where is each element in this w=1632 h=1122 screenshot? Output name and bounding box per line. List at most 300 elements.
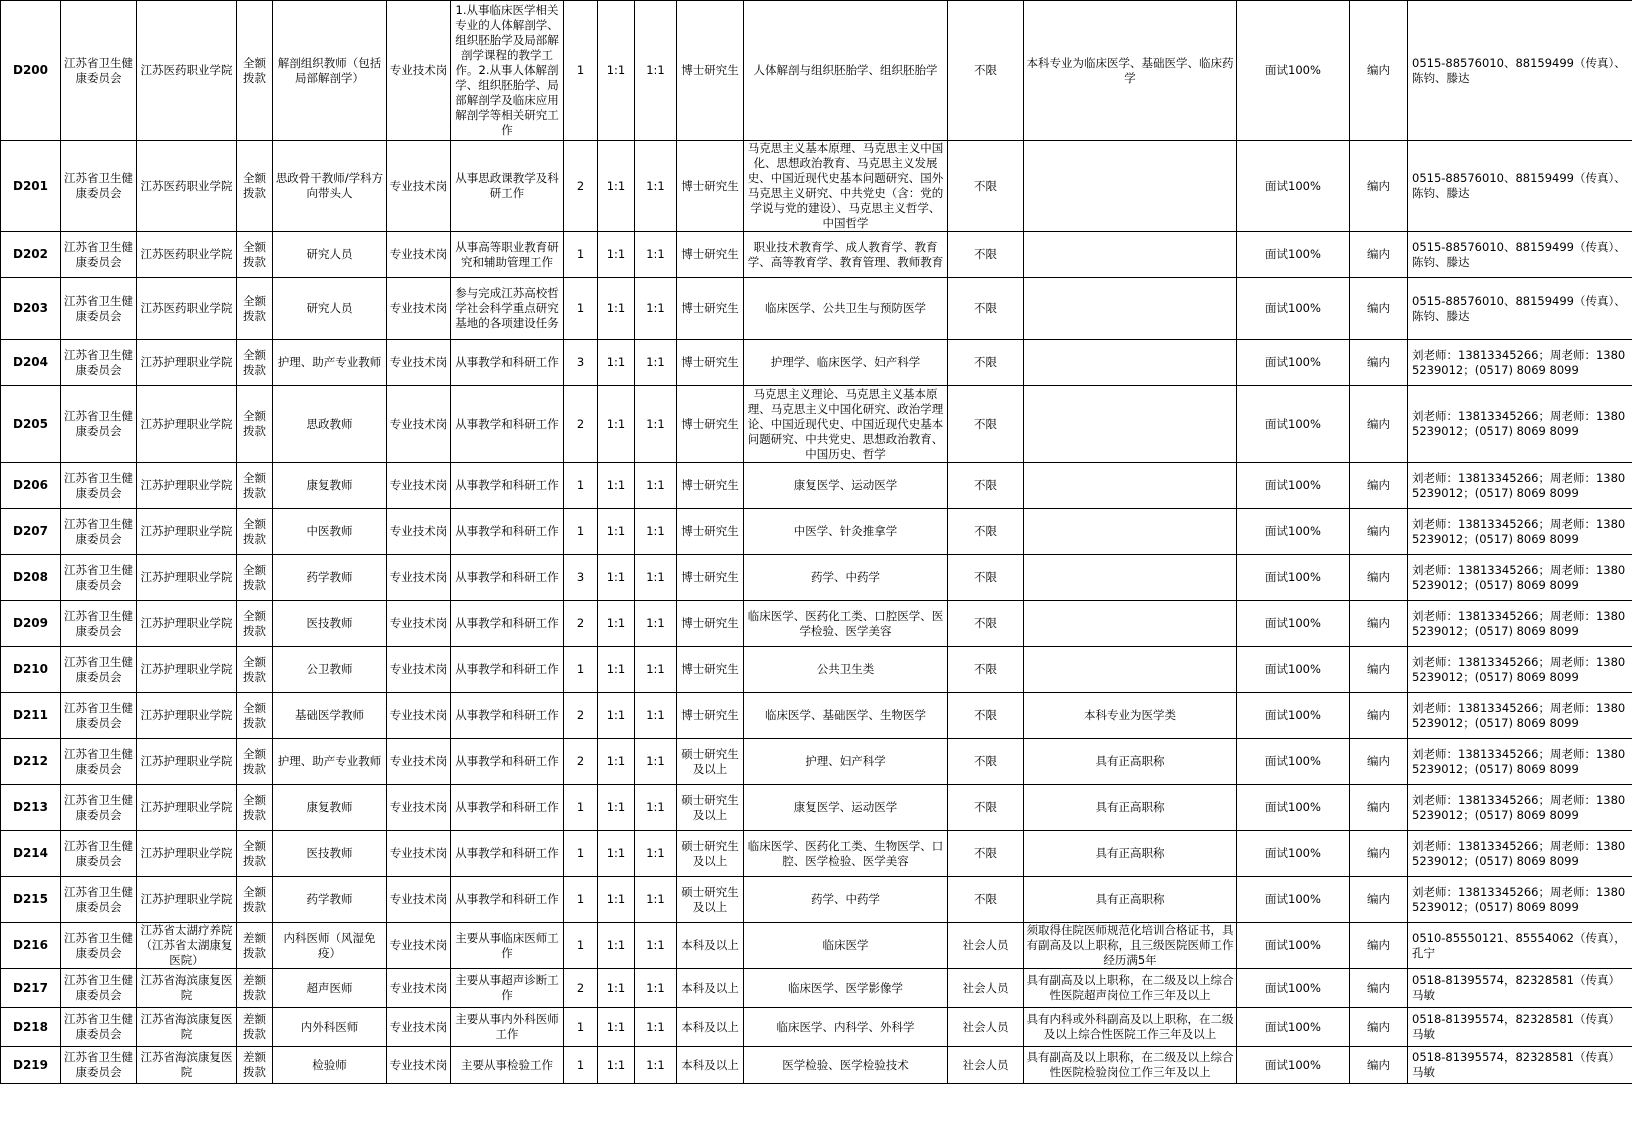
education-cell[interactable]: 本科及以上 bbox=[677, 1047, 744, 1084]
employer-cell[interactable]: 江苏省海滨康复医院 bbox=[137, 1008, 237, 1047]
department-cell[interactable]: 江苏省卫生健康委员会 bbox=[61, 831, 137, 877]
post-name-cell[interactable]: 康复教师 bbox=[273, 785, 387, 831]
employer-cell[interactable]: 江苏医药职业学院 bbox=[137, 278, 237, 340]
hire-count-cell[interactable]: 1 bbox=[564, 785, 598, 831]
major-cell[interactable]: 康复医学、运动医学 bbox=[744, 463, 948, 509]
contact-cell[interactable]: 刘老师：13813345266；周老师：13805239012；(0517) 8069 8099 bbox=[1408, 463, 1632, 509]
ratio-cell-2[interactable]: 1:1 bbox=[635, 877, 677, 923]
post-category-cell[interactable]: 专业技术岗 bbox=[387, 141, 451, 232]
duties-cell[interactable]: 主要从事临床医师工作 bbox=[451, 923, 564, 969]
education-cell[interactable]: 本科及以上 bbox=[677, 1008, 744, 1047]
exam-method-cell[interactable]: 面试100% bbox=[1237, 739, 1350, 785]
education-cell[interactable]: 硕士研究生及以上 bbox=[677, 831, 744, 877]
major-cell[interactable]: 临床医学、医药化工类、口腔医学、医学检验、医学美容 bbox=[744, 601, 948, 647]
major-cell[interactable]: 临床医学、医药化工类、生物医学、口腔、医学检验、医学美容 bbox=[744, 831, 948, 877]
duties-cell[interactable]: 从事教学和科研工作 bbox=[451, 877, 564, 923]
staffing-type-cell[interactable]: 编内 bbox=[1350, 831, 1408, 877]
hire-count-cell[interactable]: 1 bbox=[564, 877, 598, 923]
hire-count-cell[interactable]: 3 bbox=[564, 340, 598, 386]
other-requirements-cell[interactable]: 本科专业为医学类 bbox=[1024, 693, 1237, 739]
post-name-cell[interactable]: 内外科医师 bbox=[273, 1008, 387, 1047]
hire-count-cell[interactable]: 2 bbox=[564, 386, 598, 463]
post-name-cell[interactable]: 医技教师 bbox=[273, 831, 387, 877]
target-group-cell[interactable]: 不限 bbox=[948, 1, 1024, 141]
staffing-type-cell[interactable]: 编内 bbox=[1350, 141, 1408, 232]
ratio-cell-1[interactable]: 1:1 bbox=[598, 601, 635, 647]
ratio-cell-2[interactable]: 1:1 bbox=[635, 969, 677, 1008]
hire-count-cell[interactable]: 2 bbox=[564, 969, 598, 1008]
funding-type-cell[interactable]: 全额拨款 bbox=[237, 785, 273, 831]
position-code-cell[interactable]: D206 bbox=[1, 463, 61, 509]
contact-cell[interactable]: 0518-81395574，82328581（传真）马敏 bbox=[1408, 1008, 1632, 1047]
employer-cell[interactable]: 江苏护理职业学院 bbox=[137, 509, 237, 555]
staffing-type-cell[interactable]: 编内 bbox=[1350, 601, 1408, 647]
duties-cell[interactable]: 从事教学和科研工作 bbox=[451, 693, 564, 739]
employer-cell[interactable]: 江苏护理职业学院 bbox=[137, 340, 237, 386]
exam-method-cell[interactable]: 面试100% bbox=[1237, 1047, 1350, 1084]
post-name-cell[interactable]: 检验师 bbox=[273, 1047, 387, 1084]
contact-cell[interactable]: 刘老师：13813345266；周老师：13805239012；(0517) 8069 8099 bbox=[1408, 831, 1632, 877]
education-cell[interactable]: 博士研究生 bbox=[677, 141, 744, 232]
department-cell[interactable]: 江苏省卫生健康委员会 bbox=[61, 923, 137, 969]
education-cell[interactable]: 博士研究生 bbox=[677, 647, 744, 693]
post-category-cell[interactable]: 专业技术岗 bbox=[387, 831, 451, 877]
hire-count-cell[interactable]: 1 bbox=[564, 647, 598, 693]
department-cell[interactable]: 江苏省卫生健康委员会 bbox=[61, 386, 137, 463]
funding-type-cell[interactable]: 全额拨款 bbox=[237, 831, 273, 877]
contact-cell[interactable]: 刘老师：13813345266；周老师：13805239012；(0517) 8069 8099 bbox=[1408, 647, 1632, 693]
staffing-type-cell[interactable]: 编内 bbox=[1350, 1047, 1408, 1084]
contact-cell[interactable]: 0515-88576010、88159499（传真）、陈钧、滕达 bbox=[1408, 1, 1632, 141]
target-group-cell[interactable]: 不限 bbox=[948, 693, 1024, 739]
target-group-cell[interactable]: 不限 bbox=[948, 463, 1024, 509]
education-cell[interactable]: 硕士研究生及以上 bbox=[677, 739, 744, 785]
education-cell[interactable]: 博士研究生 bbox=[677, 278, 744, 340]
hire-count-cell[interactable]: 1 bbox=[564, 1047, 598, 1084]
other-requirements-cell[interactable]: 具有正高职称 bbox=[1024, 739, 1237, 785]
ratio-cell-2[interactable]: 1:1 bbox=[635, 601, 677, 647]
staffing-type-cell[interactable]: 编内 bbox=[1350, 232, 1408, 278]
hire-count-cell[interactable]: 1 bbox=[564, 923, 598, 969]
contact-cell[interactable]: 0515-88576010、88159499（传真）、陈钧、滕达 bbox=[1408, 278, 1632, 340]
major-cell[interactable]: 护理、妇产科学 bbox=[744, 739, 948, 785]
contact-cell[interactable]: 刘老师：13813345266；周老师：13805239012；(0517) 8069 8099 bbox=[1408, 555, 1632, 601]
post-category-cell[interactable]: 专业技术岗 bbox=[387, 739, 451, 785]
major-cell[interactable]: 药学、中药学 bbox=[744, 555, 948, 601]
department-cell[interactable]: 江苏省卫生健康委员会 bbox=[61, 1008, 137, 1047]
staffing-type-cell[interactable]: 编内 bbox=[1350, 693, 1408, 739]
employer-cell[interactable]: 江苏护理职业学院 bbox=[137, 739, 237, 785]
position-code-cell[interactable]: D214 bbox=[1, 831, 61, 877]
position-code-cell[interactable]: D216 bbox=[1, 923, 61, 969]
target-group-cell[interactable]: 不限 bbox=[948, 601, 1024, 647]
exam-method-cell[interactable]: 面试100% bbox=[1237, 141, 1350, 232]
post-name-cell[interactable]: 研究人员 bbox=[273, 278, 387, 340]
staffing-type-cell[interactable]: 编内 bbox=[1350, 386, 1408, 463]
duties-cell[interactable]: 从事思政课教学及科研工作 bbox=[451, 141, 564, 232]
ratio-cell-2[interactable]: 1:1 bbox=[635, 555, 677, 601]
ratio-cell-1[interactable]: 1:1 bbox=[598, 969, 635, 1008]
education-cell[interactable]: 硕士研究生及以上 bbox=[677, 785, 744, 831]
position-code-cell[interactable]: D213 bbox=[1, 785, 61, 831]
other-requirements-cell[interactable]: 本科专业为临床医学、基础医学、临床药学 bbox=[1024, 1, 1237, 141]
post-name-cell[interactable]: 基础医学教师 bbox=[273, 693, 387, 739]
funding-type-cell[interactable]: 全额拨款 bbox=[237, 509, 273, 555]
post-category-cell[interactable]: 专业技术岗 bbox=[387, 1047, 451, 1084]
funding-type-cell[interactable]: 全额拨款 bbox=[237, 647, 273, 693]
exam-method-cell[interactable]: 面试100% bbox=[1237, 386, 1350, 463]
post-category-cell[interactable]: 专业技术岗 bbox=[387, 969, 451, 1008]
target-group-cell[interactable]: 不限 bbox=[948, 831, 1024, 877]
department-cell[interactable]: 江苏省卫生健康委员会 bbox=[61, 1, 137, 141]
post-category-cell[interactable]: 专业技术岗 bbox=[387, 278, 451, 340]
major-cell[interactable]: 马克思主义基本原理、马克思主义中国化、思想政治教育、马克思主义发展史、中国近现代史基本问题研究、国外马克思主义研究、中共党史（含：党的学说与党的建设）、马克思主义哲学、中国哲学 bbox=[744, 141, 948, 232]
staffing-type-cell[interactable]: 编内 bbox=[1350, 739, 1408, 785]
major-cell[interactable]: 职业技术教育学、成人教育学、教育学、高等教育学、教育管理、教师教育 bbox=[744, 232, 948, 278]
major-cell[interactable]: 临床医学、基础医学、生物医学 bbox=[744, 693, 948, 739]
ratio-cell-1[interactable]: 1:1 bbox=[598, 340, 635, 386]
post-name-cell[interactable]: 思政教师 bbox=[273, 386, 387, 463]
funding-type-cell[interactable]: 全额拨款 bbox=[237, 555, 273, 601]
position-code-cell[interactable]: D209 bbox=[1, 601, 61, 647]
post-category-cell[interactable]: 专业技术岗 bbox=[387, 340, 451, 386]
ratio-cell-1[interactable]: 1:1 bbox=[598, 693, 635, 739]
department-cell[interactable]: 江苏省卫生健康委员会 bbox=[61, 509, 137, 555]
post-name-cell[interactable]: 药学教师 bbox=[273, 877, 387, 923]
employer-cell[interactable]: 江苏省海滨康复医院 bbox=[137, 1047, 237, 1084]
target-group-cell[interactable]: 不限 bbox=[948, 785, 1024, 831]
other-requirements-cell[interactable] bbox=[1024, 463, 1237, 509]
ratio-cell-1[interactable]: 1:1 bbox=[598, 278, 635, 340]
department-cell[interactable]: 江苏省卫生健康委员会 bbox=[61, 739, 137, 785]
ratio-cell-2[interactable]: 1:1 bbox=[635, 1047, 677, 1084]
education-cell[interactable]: 博士研究生 bbox=[677, 340, 744, 386]
funding-type-cell[interactable]: 全额拨款 bbox=[237, 739, 273, 785]
major-cell[interactable]: 临床医学、内科学、外科学 bbox=[744, 1008, 948, 1047]
duties-cell[interactable]: 从事教学和科研工作 bbox=[451, 555, 564, 601]
staffing-type-cell[interactable]: 编内 bbox=[1350, 969, 1408, 1008]
contact-cell[interactable]: 刘老师：13813345266；周老师：13805239012；(0517) 8069 8099 bbox=[1408, 509, 1632, 555]
post-name-cell[interactable]: 公卫教师 bbox=[273, 647, 387, 693]
target-group-cell[interactable]: 社会人员 bbox=[948, 923, 1024, 969]
education-cell[interactable]: 博士研究生 bbox=[677, 386, 744, 463]
target-group-cell[interactable]: 不限 bbox=[948, 141, 1024, 232]
other-requirements-cell[interactable] bbox=[1024, 340, 1237, 386]
target-group-cell[interactable]: 社会人员 bbox=[948, 1008, 1024, 1047]
department-cell[interactable]: 江苏省卫生健康委员会 bbox=[61, 340, 137, 386]
exam-method-cell[interactable]: 面试100% bbox=[1237, 555, 1350, 601]
ratio-cell-2[interactable]: 1:1 bbox=[635, 739, 677, 785]
other-requirements-cell[interactable] bbox=[1024, 555, 1237, 601]
contact-cell[interactable]: 0510-85550121、85554062（传真），孔宁 bbox=[1408, 923, 1632, 969]
exam-method-cell[interactable]: 面试100% bbox=[1237, 463, 1350, 509]
ratio-cell-2[interactable]: 1:1 bbox=[635, 463, 677, 509]
duties-cell[interactable]: 从事教学和科研工作 bbox=[451, 739, 564, 785]
other-requirements-cell[interactable] bbox=[1024, 601, 1237, 647]
position-code-cell[interactable]: D208 bbox=[1, 555, 61, 601]
post-name-cell[interactable]: 中医教师 bbox=[273, 509, 387, 555]
other-requirements-cell[interactable] bbox=[1024, 386, 1237, 463]
major-cell[interactable]: 马克思主义理论、马克思主义基本原理、马克思主义中国化研究、政治学理论、中国近现代史、中国近现代史基本问题研究、中共党史、思想政治教育、中国历史、哲学 bbox=[744, 386, 948, 463]
ratio-cell-1[interactable]: 1:1 bbox=[598, 509, 635, 555]
employer-cell[interactable]: 江苏医药职业学院 bbox=[137, 1, 237, 141]
education-cell[interactable]: 博士研究生 bbox=[677, 693, 744, 739]
ratio-cell-2[interactable]: 1:1 bbox=[635, 831, 677, 877]
ratio-cell-1[interactable]: 1:1 bbox=[598, 923, 635, 969]
post-name-cell[interactable]: 医技教师 bbox=[273, 601, 387, 647]
post-category-cell[interactable]: 专业技术岗 bbox=[387, 1008, 451, 1047]
employer-cell[interactable]: 江苏护理职业学院 bbox=[137, 601, 237, 647]
education-cell[interactable]: 博士研究生 bbox=[677, 232, 744, 278]
hire-count-cell[interactable]: 1 bbox=[564, 463, 598, 509]
ratio-cell-1[interactable]: 1:1 bbox=[598, 785, 635, 831]
post-name-cell[interactable]: 研究人员 bbox=[273, 232, 387, 278]
employer-cell[interactable]: 江苏医药职业学院 bbox=[137, 232, 237, 278]
ratio-cell-2[interactable]: 1:1 bbox=[635, 386, 677, 463]
exam-method-cell[interactable]: 面试100% bbox=[1237, 1, 1350, 141]
exam-method-cell[interactable]: 面试100% bbox=[1237, 278, 1350, 340]
major-cell[interactable]: 康复医学、运动医学 bbox=[744, 785, 948, 831]
funding-type-cell[interactable]: 全额拨款 bbox=[237, 278, 273, 340]
other-requirements-cell[interactable]: 具有内科或外科副高及以上职称，在二级及以上综合性医院工作三年及以上 bbox=[1024, 1008, 1237, 1047]
hire-count-cell[interactable]: 1 bbox=[564, 278, 598, 340]
education-cell[interactable]: 博士研究生 bbox=[677, 509, 744, 555]
target-group-cell[interactable]: 不限 bbox=[948, 555, 1024, 601]
contact-cell[interactable]: 刘老师：13813345266；周老师：13805239012；(0517) 8069 8099 bbox=[1408, 877, 1632, 923]
ratio-cell-2[interactable]: 1:1 bbox=[635, 1008, 677, 1047]
staffing-type-cell[interactable]: 编内 bbox=[1350, 463, 1408, 509]
duties-cell[interactable]: 从事教学和科研工作 bbox=[451, 647, 564, 693]
other-requirements-cell[interactable]: 须取得住院医师规范化培训合格证书，具有副高及以上职称，且三级医院医师工作经历满5年 bbox=[1024, 923, 1237, 969]
department-cell[interactable]: 江苏省卫生健康委员会 bbox=[61, 693, 137, 739]
target-group-cell[interactable]: 社会人员 bbox=[948, 969, 1024, 1008]
position-code-cell[interactable]: D200 bbox=[1, 1, 61, 141]
employer-cell[interactable]: 江苏医药职业学院 bbox=[137, 141, 237, 232]
post-category-cell[interactable]: 专业技术岗 bbox=[387, 1, 451, 141]
funding-type-cell[interactable]: 全额拨款 bbox=[237, 340, 273, 386]
position-code-cell[interactable]: D217 bbox=[1, 969, 61, 1008]
position-code-cell[interactable]: D215 bbox=[1, 877, 61, 923]
post-name-cell[interactable]: 康复教师 bbox=[273, 463, 387, 509]
post-category-cell[interactable]: 专业技术岗 bbox=[387, 877, 451, 923]
post-name-cell[interactable]: 思政骨干教师/学科方向带头人 bbox=[273, 141, 387, 232]
education-cell[interactable]: 本科及以上 bbox=[677, 969, 744, 1008]
post-name-cell[interactable]: 药学教师 bbox=[273, 555, 387, 601]
major-cell[interactable]: 临床医学 bbox=[744, 923, 948, 969]
education-cell[interactable]: 硕士研究生及以上 bbox=[677, 877, 744, 923]
hire-count-cell[interactable]: 3 bbox=[564, 555, 598, 601]
duties-cell[interactable]: 从事教学和科研工作 bbox=[451, 463, 564, 509]
education-cell[interactable]: 博士研究生 bbox=[677, 1, 744, 141]
department-cell[interactable]: 江苏省卫生健康委员会 bbox=[61, 601, 137, 647]
staffing-type-cell[interactable]: 编内 bbox=[1350, 923, 1408, 969]
employer-cell[interactable]: 江苏省太湖疗养院（江苏省太湖康复医院） bbox=[137, 923, 237, 969]
ratio-cell-1[interactable]: 1:1 bbox=[598, 1047, 635, 1084]
post-category-cell[interactable]: 专业技术岗 bbox=[387, 647, 451, 693]
position-code-cell[interactable]: D207 bbox=[1, 509, 61, 555]
funding-type-cell[interactable]: 全额拨款 bbox=[237, 877, 273, 923]
post-category-cell[interactable]: 专业技术岗 bbox=[387, 601, 451, 647]
duties-cell[interactable]: 主要从事检验工作 bbox=[451, 1047, 564, 1084]
staffing-type-cell[interactable]: 编内 bbox=[1350, 1008, 1408, 1047]
funding-type-cell[interactable]: 全额拨款 bbox=[237, 141, 273, 232]
ratio-cell-2[interactable]: 1:1 bbox=[635, 923, 677, 969]
post-category-cell[interactable]: 专业技术岗 bbox=[387, 509, 451, 555]
employer-cell[interactable]: 江苏护理职业学院 bbox=[137, 785, 237, 831]
funding-type-cell[interactable]: 全额拨款 bbox=[237, 232, 273, 278]
hire-count-cell[interactable]: 2 bbox=[564, 141, 598, 232]
hire-count-cell[interactable]: 1 bbox=[564, 509, 598, 555]
department-cell[interactable]: 江苏省卫生健康委员会 bbox=[61, 232, 137, 278]
funding-type-cell[interactable]: 差额拨款 bbox=[237, 1047, 273, 1084]
contact-cell[interactable]: 0518-81395574，82328581（传真）马敏 bbox=[1408, 969, 1632, 1008]
post-category-cell[interactable]: 专业技术岗 bbox=[387, 232, 451, 278]
funding-type-cell[interactable]: 全额拨款 bbox=[237, 1, 273, 141]
position-code-cell[interactable]: D219 bbox=[1, 1047, 61, 1084]
target-group-cell[interactable]: 不限 bbox=[948, 877, 1024, 923]
exam-method-cell[interactable]: 面试100% bbox=[1237, 647, 1350, 693]
education-cell[interactable]: 博士研究生 bbox=[677, 601, 744, 647]
ratio-cell-2[interactable]: 1:1 bbox=[635, 785, 677, 831]
staffing-type-cell[interactable]: 编内 bbox=[1350, 340, 1408, 386]
exam-method-cell[interactable]: 面试100% bbox=[1237, 340, 1350, 386]
other-requirements-cell[interactable]: 具有副高及以上职称，在二级及以上综合性医院检验岗位工作三年及以上 bbox=[1024, 1047, 1237, 1084]
hire-count-cell[interactable]: 2 bbox=[564, 739, 598, 785]
hire-count-cell[interactable]: 1 bbox=[564, 831, 598, 877]
post-name-cell[interactable]: 内科医师（风湿免疫） bbox=[273, 923, 387, 969]
post-category-cell[interactable]: 专业技术岗 bbox=[387, 785, 451, 831]
other-requirements-cell[interactable] bbox=[1024, 647, 1237, 693]
education-cell[interactable]: 博士研究生 bbox=[677, 463, 744, 509]
exam-method-cell[interactable]: 面试100% bbox=[1237, 785, 1350, 831]
department-cell[interactable]: 江苏省卫生健康委员会 bbox=[61, 1047, 137, 1084]
other-requirements-cell[interactable]: 具有正高职称 bbox=[1024, 831, 1237, 877]
ratio-cell-2[interactable]: 1:1 bbox=[635, 278, 677, 340]
employer-cell[interactable]: 江苏护理职业学院 bbox=[137, 877, 237, 923]
position-code-cell[interactable]: D211 bbox=[1, 693, 61, 739]
post-name-cell[interactable]: 超声医师 bbox=[273, 969, 387, 1008]
department-cell[interactable]: 江苏省卫生健康委员会 bbox=[61, 141, 137, 232]
ratio-cell-1[interactable]: 1:1 bbox=[598, 831, 635, 877]
employer-cell[interactable]: 江苏护理职业学院 bbox=[137, 647, 237, 693]
position-code-cell[interactable]: D210 bbox=[1, 647, 61, 693]
duties-cell[interactable]: 从事教学和科研工作 bbox=[451, 785, 564, 831]
post-category-cell[interactable]: 专业技术岗 bbox=[387, 386, 451, 463]
department-cell[interactable]: 江苏省卫生健康委员会 bbox=[61, 278, 137, 340]
department-cell[interactable]: 江苏省卫生健康委员会 bbox=[61, 785, 137, 831]
position-code-cell[interactable]: D205 bbox=[1, 386, 61, 463]
department-cell[interactable]: 江苏省卫生健康委员会 bbox=[61, 647, 137, 693]
funding-type-cell[interactable]: 全额拨款 bbox=[237, 463, 273, 509]
department-cell[interactable]: 江苏省卫生健康委员会 bbox=[61, 463, 137, 509]
major-cell[interactable]: 护理学、临床医学、妇产科学 bbox=[744, 340, 948, 386]
target-group-cell[interactable]: 不限 bbox=[948, 647, 1024, 693]
staffing-type-cell[interactable]: 编内 bbox=[1350, 278, 1408, 340]
ratio-cell-2[interactable]: 1:1 bbox=[635, 141, 677, 232]
contact-cell[interactable]: 刘老师：13813345266；周老师：13805239012；(0517) 8069 8099 bbox=[1408, 340, 1632, 386]
duties-cell[interactable]: 1.从事临床医学相关专业的人体解剖学、组织胚胎学及局部解剖学课程的教学工作。2.从事人体解剖学、组织胚胎学、局部解剖学及临床应用解剖学等相关研究工作 bbox=[451, 1, 564, 141]
ratio-cell-2[interactable]: 1:1 bbox=[635, 647, 677, 693]
duties-cell[interactable]: 从事高等职业教育研究和辅助管理工作 bbox=[451, 232, 564, 278]
contact-cell[interactable]: 0515-88576010、88159499（传真）、陈钧、滕达 bbox=[1408, 232, 1632, 278]
exam-method-cell[interactable]: 面试100% bbox=[1237, 693, 1350, 739]
major-cell[interactable]: 中医学、针灸推拿学 bbox=[744, 509, 948, 555]
post-name-cell[interactable]: 解剖组织教师（包括局部解剖学） bbox=[273, 1, 387, 141]
other-requirements-cell[interactable]: 具有正高职称 bbox=[1024, 785, 1237, 831]
department-cell[interactable]: 江苏省卫生健康委员会 bbox=[61, 877, 137, 923]
contact-cell[interactable]: 0518-81395574，82328581（传真）马敏 bbox=[1408, 1047, 1632, 1084]
target-group-cell[interactable]: 不限 bbox=[948, 232, 1024, 278]
hire-count-cell[interactable]: 2 bbox=[564, 601, 598, 647]
funding-type-cell[interactable]: 差额拨款 bbox=[237, 923, 273, 969]
ratio-cell-1[interactable]: 1:1 bbox=[598, 555, 635, 601]
staffing-type-cell[interactable]: 编内 bbox=[1350, 509, 1408, 555]
duties-cell[interactable]: 从事教学和科研工作 bbox=[451, 831, 564, 877]
funding-type-cell[interactable]: 全额拨款 bbox=[237, 693, 273, 739]
funding-type-cell[interactable]: 差额拨款 bbox=[237, 1008, 273, 1047]
hire-count-cell[interactable]: 1 bbox=[564, 1008, 598, 1047]
contact-cell[interactable]: 刘老师：13813345266；周老师：13805239012；(0517) 8069 8099 bbox=[1408, 601, 1632, 647]
department-cell[interactable]: 江苏省卫生健康委员会 bbox=[61, 969, 137, 1008]
hire-count-cell[interactable]: 1 bbox=[564, 232, 598, 278]
post-category-cell[interactable]: 专业技术岗 bbox=[387, 923, 451, 969]
exam-method-cell[interactable]: 面试100% bbox=[1237, 831, 1350, 877]
other-requirements-cell[interactable]: 具有副高及以上职称，在二级及以上综合性医院超声岗位工作三年及以上 bbox=[1024, 969, 1237, 1008]
post-category-cell[interactable]: 专业技术岗 bbox=[387, 693, 451, 739]
other-requirements-cell[interactable] bbox=[1024, 278, 1237, 340]
position-code-cell[interactable]: D202 bbox=[1, 232, 61, 278]
ratio-cell-1[interactable]: 1:1 bbox=[598, 1, 635, 141]
duties-cell[interactable]: 从事教学和科研工作 bbox=[451, 340, 564, 386]
major-cell[interactable]: 临床医学、公共卫生与预防医学 bbox=[744, 278, 948, 340]
target-group-cell[interactable]: 社会人员 bbox=[948, 1047, 1024, 1084]
duties-cell[interactable]: 从事教学和科研工作 bbox=[451, 386, 564, 463]
staffing-type-cell[interactable]: 编内 bbox=[1350, 785, 1408, 831]
position-code-cell[interactable]: D201 bbox=[1, 141, 61, 232]
exam-method-cell[interactable]: 面试100% bbox=[1237, 509, 1350, 555]
exam-method-cell[interactable]: 面试100% bbox=[1237, 232, 1350, 278]
staffing-type-cell[interactable]: 编内 bbox=[1350, 647, 1408, 693]
major-cell[interactable]: 人体解剖与组织胚胎学、组织胚胎学 bbox=[744, 1, 948, 141]
ratio-cell-2[interactable]: 1:1 bbox=[635, 232, 677, 278]
ratio-cell-2[interactable]: 1:1 bbox=[635, 1, 677, 141]
ratio-cell-2[interactable]: 1:1 bbox=[635, 509, 677, 555]
exam-method-cell[interactable]: 面试100% bbox=[1237, 969, 1350, 1008]
position-code-cell[interactable]: D212 bbox=[1, 739, 61, 785]
target-group-cell[interactable]: 不限 bbox=[948, 509, 1024, 555]
ratio-cell-1[interactable]: 1:1 bbox=[598, 877, 635, 923]
ratio-cell-2[interactable]: 1:1 bbox=[635, 693, 677, 739]
duties-cell[interactable]: 主要从事内外科医师工作 bbox=[451, 1008, 564, 1047]
position-code-cell[interactable]: D203 bbox=[1, 278, 61, 340]
education-cell[interactable]: 博士研究生 bbox=[677, 555, 744, 601]
ratio-cell-1[interactable]: 1:1 bbox=[598, 141, 635, 232]
exam-method-cell[interactable]: 面试100% bbox=[1237, 877, 1350, 923]
hire-count-cell[interactable]: 1 bbox=[564, 1, 598, 141]
employer-cell[interactable]: 江苏护理职业学院 bbox=[137, 693, 237, 739]
employer-cell[interactable]: 江苏省海滨康复医院 bbox=[137, 969, 237, 1008]
contact-cell[interactable]: 刘老师：13813345266；周老师：13805239012；(0517) 8069 8099 bbox=[1408, 785, 1632, 831]
major-cell[interactable]: 药学、中药学 bbox=[744, 877, 948, 923]
duties-cell[interactable]: 参与完成江苏高校哲学社会科学重点研究基地的各项建设任务 bbox=[451, 278, 564, 340]
funding-type-cell[interactable]: 差额拨款 bbox=[237, 969, 273, 1008]
position-code-cell[interactable]: D204 bbox=[1, 340, 61, 386]
target-group-cell[interactable]: 不限 bbox=[948, 278, 1024, 340]
ratio-cell-1[interactable]: 1:1 bbox=[598, 647, 635, 693]
post-name-cell[interactable]: 护理、助产专业教师 bbox=[273, 739, 387, 785]
education-cell[interactable]: 本科及以上 bbox=[677, 923, 744, 969]
funding-type-cell[interactable]: 全额拨款 bbox=[237, 601, 273, 647]
